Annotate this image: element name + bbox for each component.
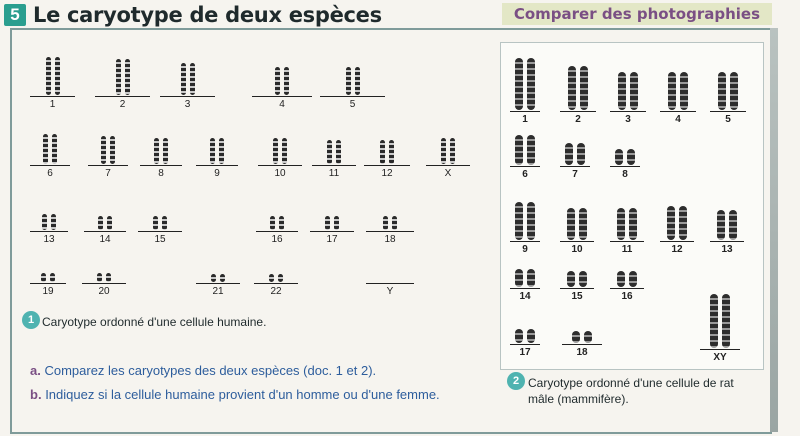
chromosome-baseline [30,231,68,232]
chromosome [336,140,341,164]
chromosome [110,136,115,164]
chromosome-label: 18 [384,234,396,245]
chromosome-baseline [510,241,540,242]
chromosome-baseline [700,349,740,350]
chromosome [668,72,676,110]
chromosome [380,140,385,164]
chromosome-label: 13 [721,244,733,255]
chromosome [50,273,55,282]
chromosome-pair [660,195,694,255]
chromosome [527,269,535,287]
chromosome-pair [320,55,385,110]
chromosome-label: 10 [274,168,286,179]
chromosome-label: 11 [621,244,633,255]
chromosome-label: 8 [622,169,628,180]
chromosome-label: 16 [271,234,283,245]
chromosome-baseline [312,165,356,166]
chromosome [355,67,360,95]
chromosome-baseline [88,165,128,166]
chromosome-baseline [510,166,540,167]
chromosome-baseline [560,166,590,167]
chromosome-pair [366,206,414,245]
chromosome [629,271,637,287]
chromosome-pair [700,290,740,363]
chromosome [527,58,535,110]
chromosome-pair [310,206,354,245]
chromosome [717,210,725,240]
chromosome-label: 10 [571,244,583,255]
chromosome-label: 11 [328,168,340,179]
chromosome [568,66,576,110]
chromosome [392,216,397,230]
chromosome [220,274,225,282]
chromosome [667,206,675,240]
chromosome [190,63,195,95]
chromosome-baseline [84,231,126,232]
chromosome-label: 22 [270,286,282,297]
chromosome-pair [366,266,414,297]
chromosome-pair [30,128,70,179]
chromosome-baseline [560,288,594,289]
chromosome-baseline [610,166,640,167]
chromosome-baseline [426,165,470,166]
chromosome-label: Y [386,286,394,297]
chromosome [580,66,588,110]
frame-edge [770,28,778,432]
chromosome [579,208,587,240]
chromosome [98,216,103,230]
chromosome-label: 18 [576,347,588,358]
chromosome-label: 7 [105,168,111,179]
chromosome-label: 8 [158,168,164,179]
chromosome-pair [560,195,594,255]
chromosome [389,140,394,164]
chromosome-pair [510,265,540,302]
chromosome [567,208,575,240]
chromosome-pair [140,128,182,179]
chromosome [527,202,535,240]
chromosome [101,136,106,164]
chromosome-pair [560,55,596,125]
chromosome [275,67,280,95]
chromosome-baseline [510,288,540,289]
chromosome-baseline [256,231,298,232]
chromosome [52,134,57,164]
chromosome [116,59,121,95]
chromosome-pair [30,266,66,297]
chromosome-baseline [196,165,238,166]
chromosome-label: 14 [99,234,111,245]
chromosome-label: 9 [214,168,220,179]
question-a [30,363,376,378]
chromosome-pair [510,55,540,125]
chromosome [334,216,339,230]
chromosome-label: 19 [42,286,54,297]
chromosome [680,72,688,110]
chromosome [615,149,623,165]
doc-1-badge: 1 [22,311,40,329]
chromosome-pair [258,128,302,179]
chromosome [515,58,523,110]
chromosome-label: 9 [522,244,528,255]
chromosome [282,138,287,164]
chromosome [730,72,738,110]
chromosome-baseline [364,165,410,166]
chromosome [279,216,284,230]
chromosome [618,72,626,110]
chromosome-label: 4 [675,114,681,125]
chromosome-baseline [320,96,385,97]
chromosome [710,294,718,348]
chromosome-label: 5 [725,114,731,125]
chromosome [441,138,446,164]
chromosome-baseline [366,231,414,232]
doc-2-badge: 2 [507,372,525,390]
chromosome-pair [510,195,540,255]
question-b-letter: b. [30,387,42,402]
chromosome [51,214,56,230]
chromosome [515,202,523,240]
chromosome-baseline [138,231,182,232]
doc-1-caption: Caryotype ordonné d'une cellule humaine. [42,315,267,329]
chromosome [515,329,523,343]
chromosome-baseline [560,241,594,242]
chromosome [567,271,575,287]
chromosome-pair [560,265,594,302]
chromosome-baseline [30,283,66,284]
chromosome-pair [196,128,238,179]
chromosome [325,216,330,230]
chromosome-label: 13 [43,234,55,245]
chromosome-label: 6 [522,169,528,180]
chromosome-baseline [560,111,596,112]
chromosome-baseline [610,111,646,112]
chromosome [41,273,46,282]
chromosome-label: 17 [519,347,531,358]
chromosome-label: 21 [212,286,224,297]
chromosome-label: 2 [119,99,126,110]
chromosome-label: X [444,168,452,179]
chromosome-pair [562,325,602,358]
chromosome-label: 15 [154,234,166,245]
chromosome-pair [196,266,240,297]
chromosome [163,138,168,164]
chromosome [181,63,186,95]
chromosome-label: 6 [47,168,53,179]
chromosome-pair [510,130,540,180]
chromosome [630,72,638,110]
chromosome-baseline [660,241,694,242]
chromosome [515,135,523,165]
chromosome-pair [254,266,298,297]
chromosome-baseline [510,344,540,345]
chromosome-pair [426,128,470,179]
chromosome-pair [160,55,215,110]
chromosome [579,271,587,287]
chromosome [327,140,332,164]
question-b [30,387,440,402]
chromosome-label: 1 [522,114,528,125]
chromosome-baseline [660,111,696,112]
chromosome-pair [610,195,644,255]
chromosome [577,143,585,165]
chromosome-baseline [160,96,215,97]
chromosome-label: 7 [572,169,578,180]
chromosome [722,294,730,348]
chromosome-pair [610,55,646,125]
chromosome [284,67,289,95]
chromosome-label: 17 [326,234,338,245]
chromosome [718,72,726,110]
chromosome-label: 14 [519,291,531,302]
chromosome [617,208,625,240]
chromosome [42,214,47,230]
chromosome [270,216,275,230]
chromosome [43,134,48,164]
chromosome-baseline [610,241,644,242]
chromosome-label: 1 [49,99,56,110]
chromosome-label: 2 [575,114,581,125]
chromosome-pair [312,128,356,179]
chromosome [107,216,112,230]
doc-2-caption-line1: Caryotype ordonné d'une cellule de rat [528,376,734,390]
chromosome-label: XY [713,352,727,363]
chromosome [162,216,167,230]
chromosome-baseline [82,283,126,284]
chromosome-pair [30,55,75,110]
chromosome [278,274,283,282]
chromosome [527,329,535,343]
question-a-text: Comparez les caryotypes des deux espèces (doc. 1 et 2). [44,363,377,378]
chromosome [629,208,637,240]
chromosome [211,274,216,282]
chromosome-pair [30,206,68,245]
section-number-badge: 5 [4,4,26,26]
chromosome-baseline [30,96,75,97]
chromosome-baseline [140,165,182,166]
chromosome-label: 15 [571,291,583,302]
chromosome [273,138,278,164]
chromosome-pair [95,55,150,110]
chromosome-baseline [95,96,150,97]
chromosome-baseline [310,231,354,232]
chromosome-label: 12 [381,168,393,179]
chromosome-pair [82,266,126,297]
chromosome [125,59,130,95]
chromosome [527,135,535,165]
chromosome [97,273,102,282]
chromosome-pair [138,206,182,245]
chromosome [627,149,635,165]
chromosome-pair [710,195,744,255]
chromosome [219,138,224,164]
activity-tag: Comparer des photographies [502,3,772,25]
chromosome-label: 12 [671,244,683,255]
chromosome-label: 4 [279,99,285,110]
chromosome-pair [710,55,746,125]
chromosome-label: 5 [349,99,356,110]
question-b-text: Indiquez si la cellule humaine provient d'un homme ou d'une femme. [45,387,440,402]
chromosome [584,331,592,343]
chromosome [450,138,455,164]
chromosome-baseline [562,344,602,345]
chromosome-label: 20 [98,286,110,297]
chromosome-pair [84,206,126,245]
chromosome-pair [610,130,640,180]
chromosome-label: 3 [625,114,631,125]
chromosome [617,271,625,287]
chromosome-baseline [366,283,414,284]
chromosome [383,216,388,230]
chromosome-pair [256,206,298,245]
chromosome [153,216,158,230]
chromosome [729,210,737,240]
chromosome [269,274,274,282]
chromosome-baseline [710,111,746,112]
chromosome-baseline [196,283,240,284]
chromosome [46,57,51,95]
chromosome-pair [364,128,410,179]
chromosome-pair [560,130,590,180]
chromosome-baseline [30,165,70,166]
question-a-letter: a. [30,363,41,378]
chromosome-pair [510,325,540,358]
chromosome-baseline [258,165,302,166]
chromosome-pair [660,55,696,125]
chromosome-baseline [252,96,312,97]
chromosome [55,57,60,95]
chromosome-baseline [610,288,644,289]
chromosome [346,67,351,95]
chromosome-pair [252,55,312,110]
chromosome-label: 3 [184,99,191,110]
chromosome [572,331,580,343]
chromosome-baseline [710,241,744,242]
chromosome [154,138,159,164]
page-title: Le caryotype de deux espèces [33,3,382,27]
chromosome-pair [88,128,128,179]
chromosome [565,143,573,165]
chromosome-baseline [254,283,298,284]
chromosome [679,206,687,240]
chromosome [210,138,215,164]
chromosome-label: 16 [621,291,633,302]
chromosome-pair [610,265,644,302]
chromosome [515,269,523,287]
chromosome-baseline [510,111,540,112]
chromosome [106,273,111,282]
doc-2-caption-line2: mâle (mammifère). [528,392,629,406]
